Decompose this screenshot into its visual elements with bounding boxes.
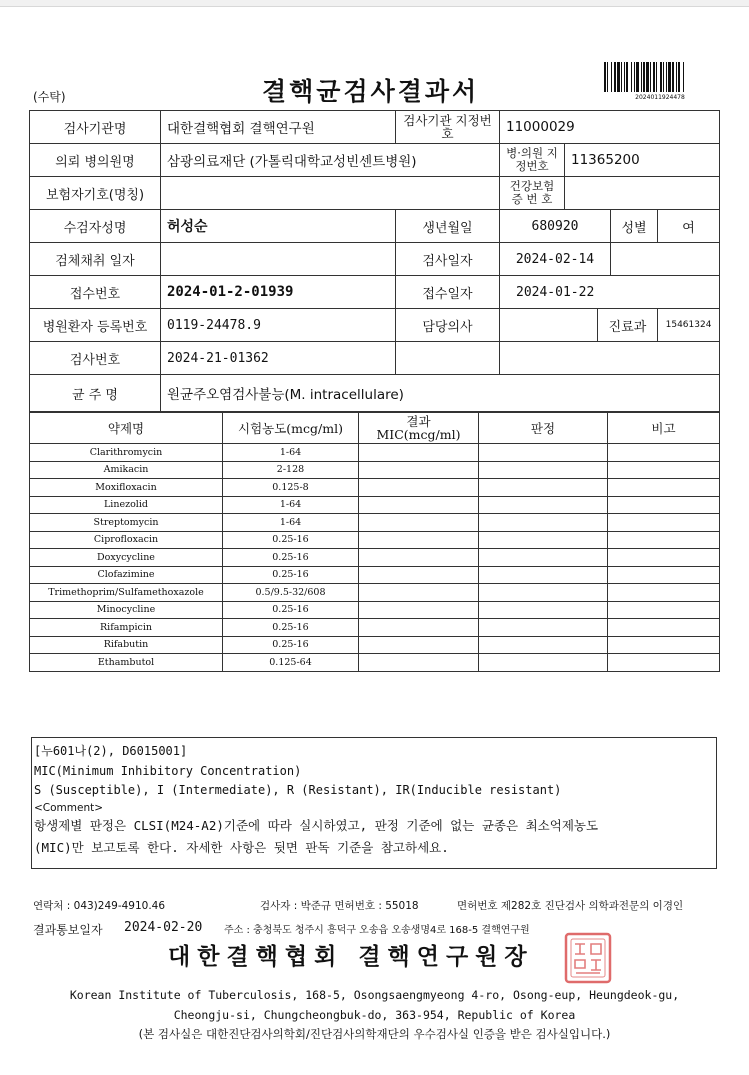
interpretation [479,549,608,567]
test-range: 0.25-16 [223,566,359,584]
barcode-bar [663,62,664,92]
barcode-number: 2024011924478 [635,94,685,101]
receipt-date-label: 접수일자 [396,276,500,309]
test-date-extra [611,243,720,276]
mic-result-header: 결과 MIC(mcg/ml) [359,413,479,444]
org-value: 대한결핵협회 결핵연구원 [161,111,396,144]
remarks [608,566,720,584]
remarks [608,479,720,497]
test-date-value: 2024-02-14 [500,243,611,276]
test-range: 0.125-8 [223,479,359,497]
mic-result [359,531,479,549]
insured-value [161,177,500,210]
org-label: 검사기관명 [30,111,161,144]
barcode-bar [611,62,612,92]
remarks [608,619,720,637]
comment-label: <Comment> [34,801,104,814]
address-en-line-1: Korean Institute of Tuberculosis, 168-5, Osongsaengmyeong 4-ro, Osong-eup, Heungdeok-gu, [69,988,680,1002]
interpretation [479,461,608,479]
dob-label: 생년월일 [396,210,500,243]
receipt-no-label: 접수번호 [30,276,161,309]
barcode-bar [678,62,680,92]
hospital-label: 의뢰 병의원명 [30,144,161,177]
barcode-bar [604,62,606,92]
interpretation [479,566,608,584]
address-kr: 주소 : 충청북도 청주시 흥덕구 오송읍 오송생명4로 168-5 결핵연구원 [224,925,530,936]
drug-name: Rifabutin [30,636,223,654]
mic-definition: MIC(Minimum Inhibitory Concentration) [34,763,302,778]
organism-label: 균 주 명 [30,375,161,412]
drug-row [30,514,720,532]
barcode-bar [676,62,677,92]
drug-name-header: 약제명 [30,413,223,444]
interpretation [479,514,608,532]
barcode-bar [614,62,616,92]
doctor-label: 담당의사 [396,309,500,342]
patient-info-table [29,110,720,412]
drug-name: Minocycline [30,601,223,619]
test-range: 0.25-16 [223,619,359,637]
notice-date-label: 결과통보일자 [33,923,103,937]
test-no-extra-2 [500,342,720,375]
interpretation [479,531,608,549]
interpretation [479,636,608,654]
drug-name: Amikacin [30,461,223,479]
drug-name: Trimethoprim/Sulfamethoxazole [30,584,223,602]
examiner-info: 검사자 : 박준규 면허번호 : 55018 [260,900,419,912]
drug-row [30,601,720,619]
mic-result [359,549,479,567]
drug-row [30,636,720,654]
drug-row [30,654,720,672]
barcode-bar [626,62,628,92]
test-code: [누601나(2), D6015001] [34,744,188,758]
hospital-id-label: 병·의원 지정번호 [500,144,565,177]
interpretation [479,444,608,462]
page-top-border [0,0,749,7]
drug-row [30,584,720,602]
official-seal-icon [564,932,612,984]
barcode-bar [643,62,645,92]
barcode-bar [656,62,657,92]
test-range: 0.125-64 [223,654,359,672]
remarks [608,636,720,654]
notes-box [31,737,717,869]
test-range: 0.25-16 [223,549,359,567]
comment-line-1: 항생제별 판정은 CLSI(M24-A2)기준에 따라 실시하였고, 판정 기준에 없는 균종은 최소억제농도 [34,817,599,833]
barcode [604,62,716,92]
sex-value: 여 [658,210,720,243]
barcode-bar [666,62,667,92]
certification-note: (본 검사실은 대한진단검사의학회/진단검사의학재단의 우수검사실 인증을 받은 검사실입니다.) [138,1027,611,1041]
address-en-line-2: Cheongju-si, Chungcheongbuk-do, 363-954, Republic of Korea [173,1008,576,1022]
mic-result [359,584,479,602]
interpretation-header: 판정 [479,413,608,444]
patient-name: 허성순 [161,210,396,243]
document-title: 결핵균검사결과서 [262,77,480,106]
mic-result [359,619,479,637]
barcode-bar [668,62,671,92]
mic-result [359,601,479,619]
remarks [608,461,720,479]
barcode-bar [660,62,662,92]
remarks-header: 비고 [608,413,720,444]
barcode-bar [683,62,684,92]
test-no-extra-1 [396,342,500,375]
barcode-bar [617,62,620,92]
insurance-no-label: 건강보험증 번 호 [500,177,565,210]
dept-value: 15461324 [658,309,720,342]
barcode-bar [634,62,635,92]
test-range: 1-64 [223,444,359,462]
test-range: 0.25-16 [223,636,359,654]
test-range: 1-64 [223,496,359,514]
interpretation [479,479,608,497]
barcode-bar [621,62,622,92]
drug-name: Linezolid [30,496,223,514]
barcode-bar [631,62,632,92]
collect-date-label: 검체채취 일자 [30,243,161,276]
patient-reg-value: 0119-24478.9 [161,309,396,342]
test-no-value: 2024-21-01362 [161,342,396,375]
barcode-bar [646,62,649,92]
drug-name: Ethambutol [30,654,223,672]
test-date-label: 검사일자 [396,243,500,276]
test-range: 2-128 [223,461,359,479]
receipt-no-value: 2024-01-2-01939 [161,276,396,309]
drug-row [30,479,720,497]
interpretation [479,496,608,514]
organism-value: 원균주오염검사불능(M. intracellulare) [161,375,720,412]
org-id-label: 검사기관 지정번호 [396,111,500,144]
director-license: 면허번호 제282호 진단검사 의학과전문의 이경인 [457,900,684,912]
remarks [608,444,720,462]
test-no-label: 검사번호 [30,342,161,375]
comment-line-2: (MIC)만 보고토록 한다. 자세한 사항은 뒷면 판독 기준을 참고하세요. [34,839,449,855]
drug-row [30,566,720,584]
remarks [608,654,720,672]
barcode-bar [624,62,625,92]
remarks [608,531,720,549]
barcode-bar [672,62,674,92]
test-range: 0.25-16 [223,531,359,549]
remarks [608,584,720,602]
insurance-no-value [565,177,720,210]
collect-date-value [161,243,396,276]
remarks [608,514,720,532]
test-conc-header: 시험농도(mcg/ml) [223,413,359,444]
mic-result [359,654,479,672]
interpretation [479,619,608,637]
barcode-bar [650,62,651,92]
patient-label: 수검자성명 [30,210,161,243]
barcode-bar [636,62,639,92]
drug-name: Doxycycline [30,549,223,567]
doctor-value [500,309,598,342]
contact-info: 연락처 : 043)249-4910.46 [33,900,166,912]
test-range: 0.5/9.5-32/608 [223,584,359,602]
dept-label: 진료과 [598,309,658,342]
drug-row [30,549,720,567]
dob-value: 680920 [500,210,611,243]
remarks [608,549,720,567]
remarks [608,496,720,514]
drug-name: Rifampicin [30,619,223,637]
interpretation-legend: S (Susceptible), I (Intermediate), R (Resistant), IR(Inducible resistant) [34,783,562,797]
mic-result [359,566,479,584]
mic-result [359,461,479,479]
mic-result [359,444,479,462]
interpretation [479,584,608,602]
drug-name: Clofazimine [30,566,223,584]
drug-row [30,444,720,462]
notice-date-value: 2024-02-20 [124,920,203,935]
drug-name: Clarithromycin [30,444,223,462]
barcode-bar [607,62,608,92]
insured-label: 보험자기호(명칭) [30,177,161,210]
interpretation [479,654,608,672]
mic-result [359,496,479,514]
drug-susceptibility-table [29,412,720,672]
drug-name: Streptomycin [30,514,223,532]
test-range: 0.25-16 [223,601,359,619]
drug-row [30,461,720,479]
remarks [608,601,720,619]
patient-reg-label: 병원환자 등록번호 [30,309,161,342]
barcode-bar [641,62,642,92]
copy-mark: (수탁) [33,90,66,104]
drug-name: Ciprofloxacin [30,531,223,549]
barcode-bar [653,62,655,92]
org-id-value: 11000029 [500,111,720,144]
interpretation [479,601,608,619]
drug-row [30,619,720,637]
mic-result [359,636,479,654]
drug-name: Moxifloxacin [30,479,223,497]
hospital-value: 삼광의료재단 (가톨릭대학교성빈센트병원) [161,144,500,177]
sex-label: 성별 [611,210,658,243]
test-range: 1-64 [223,514,359,532]
drug-row [30,496,720,514]
mic-result [359,514,479,532]
hospital-id-value: 11365200 [565,144,720,177]
mic-result [359,479,479,497]
drug-row [30,531,720,549]
institution-name: 대한결핵협회 결핵연구원장 [168,943,534,970]
receipt-date-value: 2024-01-22 [500,276,720,309]
